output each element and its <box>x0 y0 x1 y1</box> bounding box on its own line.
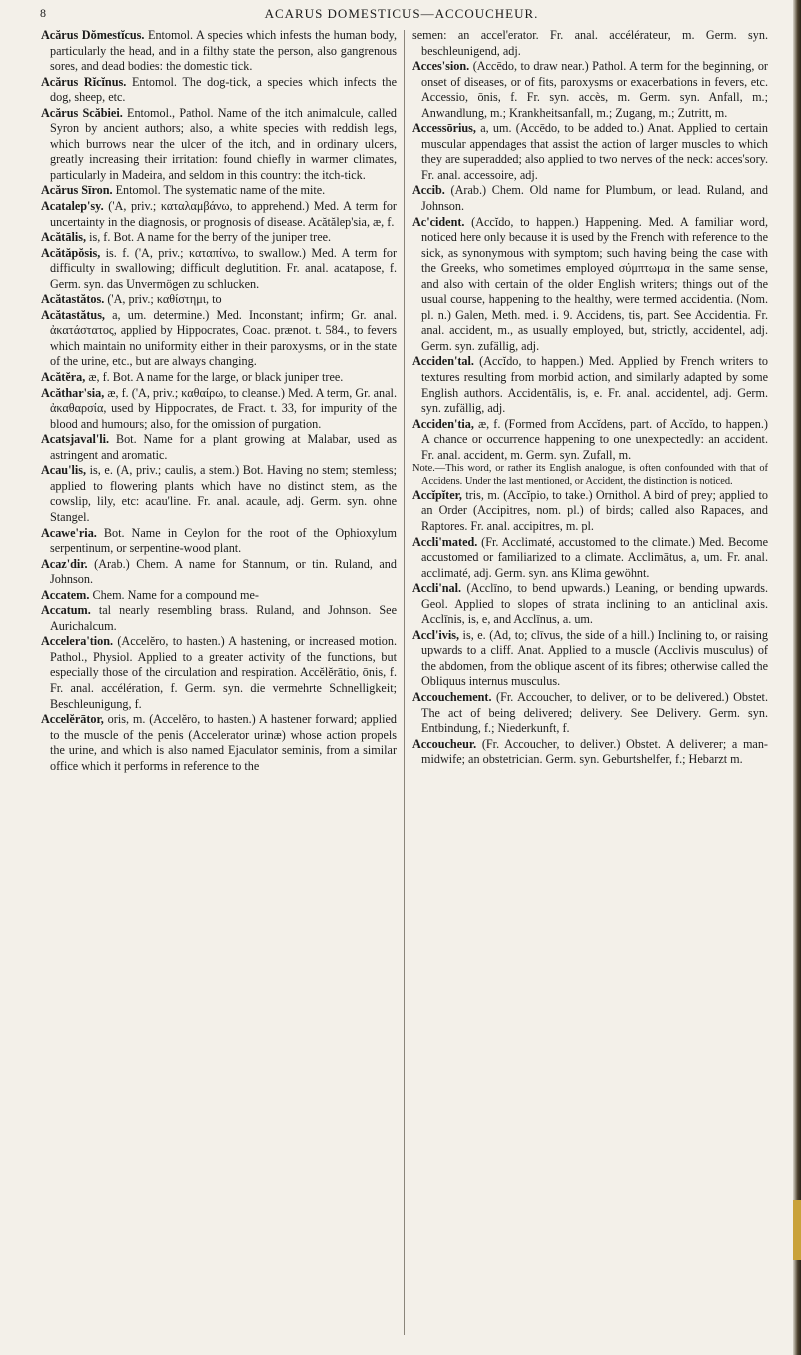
dictionary-entry <box>41 463 397 525</box>
running-head <box>40 4 763 26</box>
entry-headword: Acărus Dŏmestĭcus. <box>41 28 145 42</box>
dictionary-entry <box>412 121 768 183</box>
dictionary-entry <box>412 183 768 214</box>
entry-definition: (Arab.) Chem. A name for Stannum, or tin. Ruland, and Johnson. <box>50 556 397 587</box>
entry-definition: Bot. Name in Ceylon for the root of the Ophioxylum serpentinum, or serpentine-wood plant. <box>50 525 397 556</box>
entry-headword: Accessōrius, <box>412 121 476 136</box>
dictionary-entry <box>412 488 768 535</box>
entry-definition: (Fr. Acclimaté, accustomed to the climate.) Med. Become accustomed or familiarized to a climate. Acclimātus, a, um. Fr. anal. acclimaté, adj. Germ. syn. ans Klima gewöhnt. <box>421 534 768 580</box>
dictionary-entry <box>412 581 768 628</box>
entry-headword: Accli'mated. <box>412 534 478 549</box>
entry-definition: tal nearly resembling brass. Ruland, and Johnson. See Aurichalcum. <box>50 603 397 633</box>
dictionary-entry <box>41 370 397 386</box>
dictionary-entry <box>41 712 397 774</box>
entry-definition: ('A, priv.; καθίστημι, to <box>104 292 222 307</box>
entry-definition: Entomol. A species which infests the human body, particularly the head, and in a filthy state the person, also gangrenous sores, and dead bodies: the domestic tick. <box>50 28 398 74</box>
entry-definition: is, e. (Ad, to; clīvus, the side of a hill.) Inclining to, or raising upwards to a cliff. Anat. Applied to a muscle (Acclivis musculus) of the abdomen, from the oblique ascent of its fibres; otherwise called the Obliquus internus musculus. <box>421 627 768 689</box>
entry-definition: is, e. (A, priv.; caulis, a stem.) Bot. Having no stem; stemless; applied to flowering plants which have no distinct stem, as the cowslip, lily, etc: acau'line. Fr. anal. acaule, adj. Germ. syn. ohne Stangel. <box>50 463 397 524</box>
entry-headword: Accatum. <box>41 603 91 618</box>
entry-headword: Accl'ivis, <box>412 627 460 642</box>
entry-definition: Entomol., Pathol. Name of the itch animalcule, called Syron by ancient authors; also, a white species with reddish legs, which burrows near the ulcer of the itch, and in ordinary ulcers, greatly increasing their irritation: found chiefly in warmer climates, particularly in Madeira, and seldom in this country: the itch-tick. <box>50 105 397 182</box>
entry-headword: Accouchement. <box>412 690 492 705</box>
entry-headword: Accatem. <box>41 587 90 602</box>
entry-definition: Entomol. The systematic name of the mite. <box>112 183 326 198</box>
entry-definition: Entomol. The dog-tick, a species which infects the dog, sheep, etc. <box>50 74 397 105</box>
entry-headword: Acawe'ria. <box>41 525 97 540</box>
dictionary-entry <box>412 59 768 121</box>
entry-headword: Acărus Sīron. <box>41 183 113 198</box>
dictionary-entry <box>41 75 397 106</box>
entry-definition: tris, m. (Accĭpio, to take.) Ornithol. A bird of prey; applied to an Order (Accipitres, nom. pl.) of birds; called also Rapaces, and Raptores. Fr. anal. accipitres, m. pl. <box>421 487 768 533</box>
entry-definition: semen: an accel'erator. Fr. anal. accélérateur, m. Germ. syn. beschleunigend, adj. <box>412 28 768 58</box>
dictionary-entry <box>41 292 397 308</box>
entry-headword: Accli'nal. <box>412 581 462 596</box>
dictionary-entry <box>41 588 397 604</box>
book-edge <box>793 0 801 1355</box>
entry-headword: Acătĕra, <box>41 370 86 385</box>
entry-headword: Acăthar'sia, <box>41 385 105 400</box>
page-number: 8 <box>40 6 47 20</box>
entry-definition: is, f. Bot. A name for the berry of the juniper tree. <box>86 230 332 245</box>
entry-definition: (Accĭdo, to happen.) Happening. Med. A familiar word, noticed here only because it is used by the French with reference to the sick, as synonymous with symptom; such having being the case with the Greeks, who sometimes employed σύμπτωμα in the same sense, and also with certain of the older English writers; things out of the usual course, happening to the healthy, were termed accidentia. (Nom. pl. n.) Galen, Meth. med. i. 9. Accidens, tis, part. See Accidentia. Fr. anal. accident, m., as usually employed, but, strictly, accidentel, adj. Germ. syn. zufällig, adj. <box>421 214 768 353</box>
entry-headword: Acau'lis, <box>41 463 87 478</box>
entry-headword: Ac'cident. <box>412 214 465 229</box>
dictionary-entry <box>412 354 768 416</box>
entry-headword: Acătastătus, <box>41 307 105 322</box>
entry-headword: Acatsjaval'li. <box>41 432 110 447</box>
entry-definition: (Arab.) Chem. Old name for Plumbum, or lead. Ruland, and Johnson. <box>421 183 768 214</box>
dictionary-entry <box>41 199 397 230</box>
entry-definition: Bot. Name for a plant growing at Malabar, used as astringent and aromatic. <box>50 432 397 462</box>
dictionary-entry <box>41 386 397 433</box>
entry-headword: Acces'sion. <box>412 59 470 74</box>
entry-definition: (Fr. Accoucher, to deliver.) Obstet. A deliverer; a man-midwife; an obstetrician. Germ. syn. Geburtshelfer, f.; Hebarzt m. <box>421 736 768 767</box>
dictionary-entry <box>41 432 397 463</box>
dictionary-entry <box>41 557 397 588</box>
entry-headword: Accĭpĭter, <box>412 487 462 502</box>
entry-definition: a, um. determine.) Med. Inconstant; infirm; Gr. anal. ἀκατάστατος, applied by Hippocrates, Coac. prænot. t. 584., to fevers which maintain no uniformity either in their paroxysms, or in the state of the urine, etc., but are always changing. <box>50 307 397 369</box>
dictionary-entry <box>41 526 397 557</box>
entry-definition: is. f. ('A, priv.; καταπίνω, to swallow.) Med. A term for difficulty in swallowing; difficult deglutition. Fr. anal. acatapose, f. Germ. syn. das Unvermögen zu schlucken. <box>50 245 397 291</box>
left-column <box>41 28 397 774</box>
dictionary-entry <box>412 690 768 737</box>
dictionary-entry <box>41 603 397 634</box>
entry-definition: (Accelĕro, to hasten.) A hastening, or increased motion. Pathol., Physiol. Applied to a greater activity of the functions, but especially those of the circulation and respiration. Accĕlĕrātio, ōnis, f. Fr. anal. accélération, f. Germ. syn. die vermehrte Schnelligkeit; Beschleunigung, f. <box>50 634 397 711</box>
dictionary-entry <box>412 737 768 768</box>
entry-headword: Accelĕrātor, <box>41 712 104 727</box>
entry-definition: æ, f. Bot. A name for the large, or black juniper tree. <box>85 370 344 385</box>
entry-headword: Acaz'dir. <box>41 556 88 571</box>
entry-definition: Chem. Name for a compound me- <box>89 587 259 602</box>
running-head-title: ACARUS DOMESTICUS—ACCOUCHEUR. <box>264 6 539 21</box>
column-divider <box>404 30 405 1335</box>
usage-note <box>412 463 768 488</box>
entry-headword: Acătālis, <box>41 230 87 245</box>
dictionary-entry <box>41 183 397 199</box>
entry-headword: Accoucheur. <box>412 736 477 751</box>
entry-definition: æ, f. (Formed from Accĭdens, part. of Accĭdo, to happen.) A chance or occurrence happening to one unexpectedly: an accident. Fr. anal. accident, m. Germ. syn. Zufall, m. <box>421 416 768 462</box>
dictionary-entry <box>41 246 397 293</box>
right-column <box>412 28 768 768</box>
entry-definition: Note.—This word, or rather its English analogue, is often confounded with that of Accidens. Under the last mentioned, or Accident, the distinction is noticed. <box>412 463 768 487</box>
entry-definition: oris, m. (Accelĕro, to hasten.) A hastener forward; applied to the muscle of the penis (Accelerator urinæ) whose action propels the urine, and which is also named Ejaculator seminis, from a similar office which it performs in reference to the <box>50 712 397 773</box>
dictionary-entry <box>41 106 397 184</box>
dictionary-entry <box>41 634 397 712</box>
entry-headword: Acătăpŏsis, <box>41 245 101 260</box>
entry-headword: Acciden'tal. <box>412 354 474 369</box>
dictionary-entry <box>41 28 397 75</box>
entry-definition: æ, f. ('A, priv.; καθαίρω, to cleanse.) Med. A term, Gr. anal. ἀκαθαρσία, used by Hippocrates, de Fract. t. 33, for impurity of the blood and humours; also, for the omission of purgation. <box>50 385 397 431</box>
entry-headword: Acărus Rĭcĭnus. <box>41 74 127 89</box>
entry-headword: Acărus Scăbiei. <box>41 105 123 120</box>
entry-headword: Acătastătos. <box>41 292 105 307</box>
dictionary-entry <box>412 215 768 355</box>
entry-headword: Accib. <box>412 183 445 198</box>
book-edge-tab <box>793 1200 801 1260</box>
entry-definition: ('A, priv.; καταλαμβάνω, to apprehend.) Med. A term for uncertainty in the diagnosis, or prognosis of disease. Acătălep'sia, æ, f. <box>50 199 397 229</box>
dictionary-entry <box>412 628 768 690</box>
entry-definition: (Acclīno, to bend upwards.) Leaning, or bending upwards. Geol. Applied to slopes of strata inclining to an anticlinal axis. Acclīnis, is, e, and Acclīnus, a. um. <box>421 581 768 627</box>
entry-definition: (Fr. Accoucher, to deliver, or to be delivered.) Obstet. The act of being delivered; delivery. See Delivery. Germ. syn. Entbindung, f.; Niederkunft, f. <box>421 690 768 736</box>
entry-definition: (Accēdo, to draw near.) Pathol. A term for the beginning, or onset of diseases, or of fits, paroxysms or exacerbations in fevers, etc. Accessio, ōnis, f. Fr. syn. accès, m. Germ. syn. Anfall, m.; Anwandlung, m.; Krankheitsanfall, m.; Zugang, m.; Zutritt, m. <box>421 59 768 120</box>
entry-headword: Accelera'tion. <box>41 634 114 649</box>
entry-headword: Acciden'tia, <box>412 416 474 431</box>
dictionary-entry <box>412 28 768 59</box>
entry-definition: a, um. (Accēdo, to be added to.) Anat. Applied to certain muscular appendages that assist the action of larger muscles to which they are superadded; also applied to two nerves of the neck: acces'sory. Fr. anal. accessoire, adj. <box>421 121 768 182</box>
dictionary-entry <box>41 308 397 370</box>
dictionary-entry <box>41 230 397 246</box>
entry-headword: Acatalep'sy. <box>41 199 104 214</box>
dictionary-entry <box>412 417 768 464</box>
dictionary-entry <box>412 535 768 582</box>
entry-definition: (Accĭdo, to happen.) Med. Applied by French writers to textures resulting from morbid action, and similarly adapted by some English authors. Accidentālis, is, e. Fr. anal. accidentel, adj. Germ. syn. zufällig, adj. <box>421 354 768 416</box>
